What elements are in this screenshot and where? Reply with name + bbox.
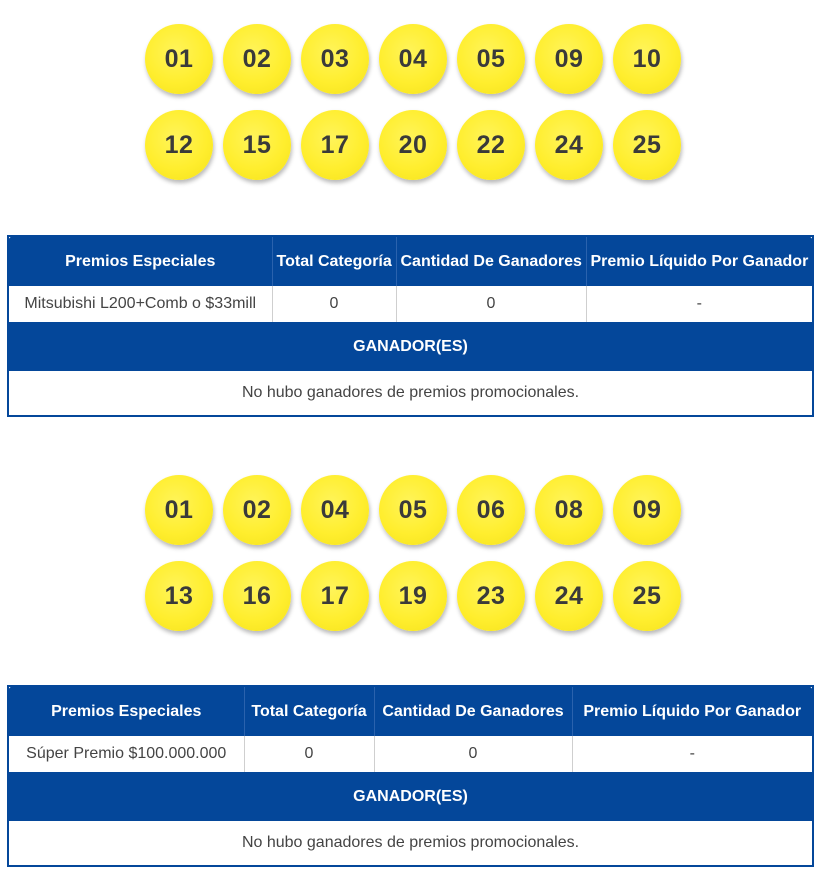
lottery-ball: 12 (145, 110, 213, 180)
premio-liquido-cell: - (586, 286, 813, 322)
total-categoria-cell: 0 (272, 286, 396, 322)
lottery-ball: 04 (301, 475, 369, 545)
lottery-ball: 05 (379, 475, 447, 545)
lottery-ball: 09 (613, 475, 681, 545)
lottery-ball: 01 (145, 475, 213, 545)
prize-name-cell: Mitsubishi L200+Comb o $33mill (8, 286, 272, 322)
lottery-ball: 13 (145, 561, 213, 631)
no-winners-message: No hubo ganadores de premios promocionales. (8, 371, 813, 416)
lottery-ball: 25 (613, 110, 681, 180)
ball-row (145, 110, 681, 180)
total-categoria-cell: 0 (244, 736, 374, 772)
lottery-ball: 10 (613, 24, 681, 94)
header-premio-liquido: Premio Líquido Por Ganador (572, 686, 813, 736)
lottery-ball: 19 (379, 561, 447, 631)
table-row (8, 286, 813, 322)
prize-name-cell: Súper Premio $100.000.000 (8, 736, 244, 772)
header-premios-especiales: Premios Especiales (8, 236, 272, 286)
lottery-ball: 02 (223, 24, 291, 94)
cantidad-ganadores-cell: 0 (396, 286, 586, 322)
ganadores-header-row (8, 772, 813, 821)
header-total-categoria: Total Categoría (272, 236, 396, 286)
lottery-ball: 24 (535, 561, 603, 631)
lottery-ball: 17 (301, 110, 369, 180)
lottery-ball: 15 (223, 110, 291, 180)
ball-row (145, 475, 681, 545)
lottery-ball: 23 (457, 561, 525, 631)
lottery-ball: 03 (301, 24, 369, 94)
lottery-ball: 17 (301, 561, 369, 631)
special-prizes-table (7, 685, 814, 867)
lottery-ball: 22 (457, 110, 525, 180)
table-row (8, 736, 813, 772)
lottery-ball: 01 (145, 24, 213, 94)
lottery-ball: 16 (223, 561, 291, 631)
ganadores-message-row (8, 821, 813, 866)
draw-1-balls (0, 24, 822, 180)
header-premios-especiales: Premios Especiales (8, 686, 244, 736)
header-cantidad-ganadores: Cantidad De Ganadores (374, 686, 572, 736)
header-cantidad-ganadores: Cantidad De Ganadores (396, 236, 586, 286)
ball-row (145, 24, 681, 94)
lottery-ball: 02 (223, 475, 291, 545)
ganadores-label: GANADOR(ES) (8, 772, 813, 821)
draw-2-balls (0, 475, 822, 631)
premio-liquido-cell: - (572, 736, 813, 772)
lottery-ball: 06 (457, 475, 525, 545)
header-premio-liquido: Premio Líquido Por Ganador (586, 236, 813, 286)
ganadores-message-row (8, 371, 813, 416)
lottery-ball: 25 (613, 561, 681, 631)
ganadores-label: GANADOR(ES) (8, 322, 813, 371)
special-prizes-table (7, 235, 814, 417)
lottery-ball: 24 (535, 110, 603, 180)
header-total-categoria: Total Categoría (244, 686, 374, 736)
lottery-ball: 20 (379, 110, 447, 180)
cantidad-ganadores-cell: 0 (374, 736, 572, 772)
ball-row (145, 561, 681, 631)
lottery-ball: 05 (457, 24, 525, 94)
lottery-ball: 08 (535, 475, 603, 545)
no-winners-message: No hubo ganadores de premios promocionales. (8, 821, 813, 866)
lottery-ball: 04 (379, 24, 447, 94)
ganadores-header-row (8, 322, 813, 371)
lottery-ball: 09 (535, 24, 603, 94)
